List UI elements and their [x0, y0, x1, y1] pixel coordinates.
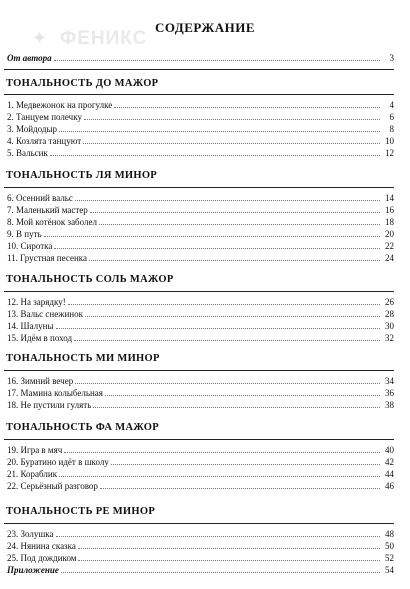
toc-entry-page: 42: [385, 457, 394, 467]
section-heading: ТОНАЛЬНОСТЬ РЕ МИНОР: [6, 506, 156, 517]
toc-entry[interactable]: [7, 400, 394, 411]
divider: [4, 187, 394, 188]
toc-entry-label: 23. Золушка: [7, 529, 54, 539]
toc-entry-page: 8: [389, 124, 394, 134]
divider: [4, 291, 394, 292]
toc-entry-label: 5. Вальсик: [7, 148, 48, 158]
toc-entry[interactable]: [7, 100, 394, 111]
dot-leader: [105, 395, 380, 396]
section-heading: ТОНАЛЬНОСТЬ МИ МИНОР: [6, 353, 160, 364]
dot-leader: [85, 316, 380, 317]
dot-leader: [44, 236, 380, 237]
dot-leader: [89, 260, 380, 261]
divider: [4, 370, 394, 371]
section-heading: ТОНАЛЬНОСТЬ СОЛЬ МАЖОР: [6, 274, 174, 285]
dot-leader: [114, 107, 380, 108]
dot-leader: [56, 536, 380, 537]
section-heading: ТОНАЛЬНОСТЬ ДО МАЖОР: [6, 78, 159, 89]
dot-leader: [75, 200, 380, 201]
toc-entry[interactable]: [7, 469, 394, 480]
toc-entry-label: 9. В путь: [7, 229, 42, 239]
toc-entry[interactable]: [7, 193, 394, 204]
toc-entry-label: 16. Зимний вечер: [7, 376, 74, 386]
toc-entry-label: 21. Кораблик: [7, 469, 58, 479]
dot-leader: [83, 143, 380, 144]
toc-entry-label: 7. Маленький мастер: [7, 205, 88, 215]
toc-entry-page: 48: [385, 529, 394, 539]
divider: [4, 439, 394, 440]
dot-leader: [78, 548, 380, 549]
toc-entry[interactable]: [7, 321, 394, 332]
toc-entry-label: 12. На зарядку!: [7, 297, 66, 307]
toc-entry-appendix[interactable]: [7, 565, 394, 576]
dot-leader: [93, 407, 380, 408]
toc-entry-label: 3. Мойдодыр: [7, 124, 58, 134]
toc-entry-label: 2. Танцуем полечку: [7, 112, 82, 122]
toc-entry-label: 4. Козлята танцуют: [7, 136, 82, 146]
toc-entry[interactable]: [7, 333, 394, 344]
dot-leader: [84, 119, 380, 120]
publisher-logo-icon: ✦: [32, 28, 48, 48]
toc-entry-page: 4: [389, 100, 394, 110]
toc-entry-label: 14. Шалуны: [7, 321, 54, 331]
toc-entry-page: 14: [385, 193, 394, 203]
toc-entry-label: Приложение: [7, 565, 59, 575]
toc-entry[interactable]: [7, 124, 394, 135]
toc-entry-page: 6: [389, 112, 394, 122]
page-title: СОДЕРЖАНИЕ: [154, 20, 256, 35]
dot-leader: [50, 155, 380, 156]
toc-entry[interactable]: [7, 445, 394, 456]
toc-entry-page: 34: [385, 376, 394, 386]
toc-entry-label: 20. Буратино идёт в школу: [7, 457, 109, 467]
toc-entry-page: 32: [385, 333, 394, 343]
toc-entry-page: 22: [385, 241, 394, 251]
toc-entry[interactable]: [7, 388, 394, 399]
dot-leader: [75, 383, 380, 384]
toc-entry-page: 12: [385, 148, 394, 158]
toc-entry-page: 28: [385, 309, 394, 319]
toc-entry-label: 17. Мамина колыбельная: [7, 388, 103, 398]
toc-entry-label: 25. Под дождиком: [7, 553, 77, 563]
toc-entry-label: 18. Не пустили гулять: [7, 400, 92, 410]
toc-entry[interactable]: [7, 553, 394, 564]
dot-leader: [74, 340, 380, 341]
toc-entry-page: 38: [385, 400, 394, 410]
dot-leader: [100, 488, 380, 489]
toc-entry[interactable]: [7, 253, 394, 264]
toc-entry[interactable]: [7, 112, 394, 123]
divider: [4, 523, 394, 524]
toc-entry-label: От автора: [7, 53, 52, 63]
toc-entry-label: 19. Игра в мяч: [7, 445, 63, 455]
dot-leader: [64, 452, 380, 453]
dot-leader: [78, 560, 380, 561]
dot-leader: [59, 131, 380, 132]
toc-entry[interactable]: [7, 205, 394, 216]
toc-entry-label: 24. Нянина сказка: [7, 541, 76, 551]
toc-entry-page: 50: [385, 541, 394, 551]
dot-leader: [111, 464, 380, 465]
divider: [4, 94, 394, 95]
toc-entry[interactable]: [7, 309, 394, 320]
toc-entry-page: 30: [385, 321, 394, 331]
toc-entry-page: 46: [385, 481, 394, 491]
toc-entry-label: 15. Идём в поход: [7, 333, 73, 343]
section-heading: ТОНАЛЬНОСТЬ ЛЯ МИНОР: [6, 170, 158, 181]
dot-leader: [54, 248, 380, 249]
divider: [4, 69, 394, 70]
toc-entry[interactable]: [7, 217, 394, 228]
publisher-watermark: ФЕНИКС: [60, 28, 148, 49]
dot-leader: [68, 304, 380, 305]
toc-entry[interactable]: [7, 136, 394, 147]
dot-leader: [90, 212, 380, 213]
toc-entry-label: 11. Грустная песенка: [7, 253, 87, 263]
toc-entry-page: 3: [389, 53, 394, 63]
toc-entry[interactable]: [7, 376, 394, 387]
dot-leader: [54, 60, 380, 61]
toc-entry[interactable]: [7, 241, 394, 252]
toc-entry[interactable]: [7, 297, 394, 308]
toc-entry-label: 13. Вальс снежинок: [7, 309, 83, 319]
toc-entry-page: 24: [385, 253, 394, 263]
toc-entry-page: 26: [385, 297, 394, 307]
toc-entry-label: 8. Мой котёнок заболел: [7, 217, 97, 227]
dot-leader: [59, 476, 380, 477]
toc-entry-page: 20: [385, 229, 394, 239]
toc-entry[interactable]: [7, 229, 394, 240]
toc-entry-page: 16: [385, 205, 394, 215]
section-heading: ТОНАЛЬНОСТЬ ФА МАЖОР: [6, 422, 159, 433]
toc-entry-page: 18: [385, 217, 394, 227]
toc-entry-page: 54: [385, 565, 394, 575]
toc-entry[interactable]: [7, 541, 394, 552]
toc-entry-intro[interactable]: [7, 53, 394, 64]
toc-entry[interactable]: [7, 529, 394, 540]
toc-entry-label: 10. Сиротка: [7, 241, 53, 251]
toc-entry-page: 52: [385, 553, 394, 563]
toc-entry[interactable]: [7, 457, 394, 468]
toc-entry-page: 10: [385, 136, 394, 146]
toc-entry[interactable]: [7, 148, 394, 159]
dot-leader: [61, 572, 380, 573]
dot-leader: [56, 328, 380, 329]
toc-entry[interactable]: [7, 481, 394, 492]
toc-entry-page: 44: [385, 469, 394, 479]
toc-entry-label: 6. Осенний вальс: [7, 193, 73, 203]
toc-entry-page: 40: [385, 445, 394, 455]
toc-entry-label: 22. Серьёзный разговор: [7, 481, 98, 491]
toc-entry-page: 36: [385, 388, 394, 398]
dot-leader: [99, 224, 380, 225]
toc-entry-label: 1. Медвежонок на прогулке: [7, 100, 113, 110]
